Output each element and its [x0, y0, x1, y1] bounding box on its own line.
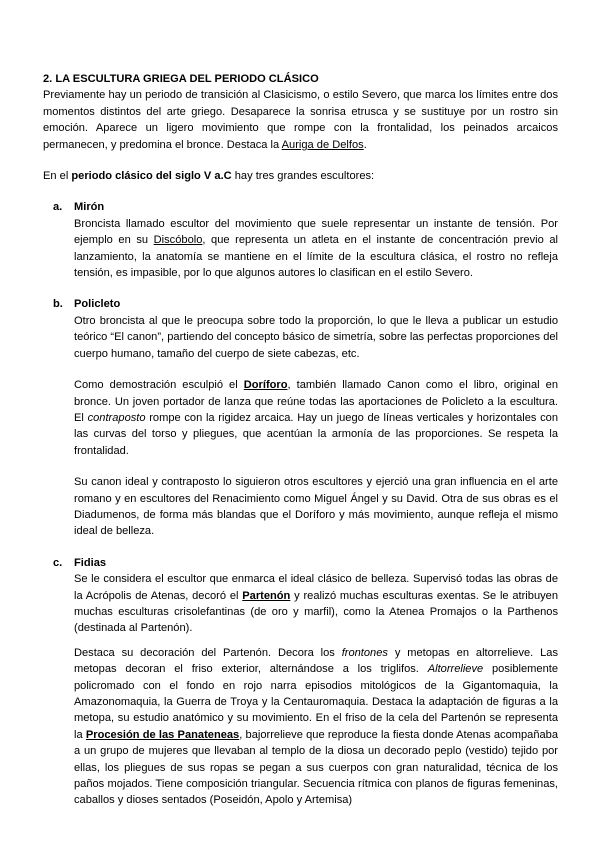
list-item-myron	[43, 199, 558, 281]
spacer	[43, 153, 558, 168]
panateneas-link[interactable]: Procesión de las Panateneas	[85, 728, 240, 741]
poly2-mid: , también llamado Canon como el libro, original en bronce. Un joven portador de lanza que reúne todas las aportaciones de Policleto a la escultura. El	[74, 379, 558, 424]
myron-paragraph	[74, 216, 558, 282]
list-marker: a.	[53, 201, 63, 214]
myron-text-2: , que representa un atleta en el instante de concentración previo al lanzamiento, la anatomía se mantiene en el límite de la escultura clásica, el rostro no refleja tensión, es impasible, por lo que algunos autores lo clasifican en el estilo Severo.	[74, 234, 558, 280]
phid2-altorrelieve: Altorrelieve	[427, 663, 484, 676]
polykleitos-paragraph-3: Su canon ideal y contraposto lo siguieron otros escultores y ejerció una gran influencia en el arte romano y en escultores del Renacimiento como Miguel Ángel y su David. Otra de sus obras es el Diadumenos, de forma más blandas que el Doríforo y más movimiento, aunque refleja el mismo ideal de belleza.	[74, 476, 558, 538]
list-item-polykleitos	[43, 296, 558, 539]
period-pre: En el	[43, 170, 72, 183]
myron-text-1: Broncista llamado escultor del movimiento que suele representar un instante de tensión. Por ejemplo en su	[74, 217, 558, 247]
intro-end: .	[363, 138, 367, 151]
phid2-c: posiblemente policromado con el fondo en rojo narra episodios mitológicos de la Gigantomaquia, la Amazonomaquia, la Guerra de Troya y la Centauromaquia. Destaca la adaptación de figuras a la metopa, su estudio anatómico y su movimiento. En el friso de la cela del Partenón se representa la	[74, 663, 559, 741]
partenon-link[interactable]: Partenón	[242, 589, 291, 602]
phid2-d: , bajorrelieve que reproduce la fiesta donde Atenas acompañaba a un grupo de mujeres que llevaban al templo de la diosa un decorado peplo (vestido) tejido por ellas, los pliegues de sus ropas se pegan a sus cuerpos con gran naturalidad, técnica de los paños mojados. Tiene composición triangular. Secuencia rítmica con planos de figuras femeninas, caballos y dioses sentados (Poseidón, Apolo y Artemisa)	[74, 728, 559, 807]
poly2-italic: contraposto	[87, 411, 146, 424]
intro-text: Previamente hay un periodo de transición al Clasicismo, o estilo Severo, que marca los límites entre dos momentos distintos del arte griego. Desaparece la sonrisa etrusca y se sustituye por un rostro sin emoción. Aparece un ligero movimiento que rompe con la frontalidad, los peinados arcaicos permanecen, y predomina el bronce. Destaca la	[43, 89, 558, 151]
spacer	[74, 459, 558, 474]
spacer	[74, 637, 558, 645]
list-marker: b.	[53, 298, 63, 311]
doriforo-link[interactable]: Doríforo	[243, 379, 288, 392]
list-item-phidias	[43, 555, 558, 809]
section-title: 2. LA ESCULTURA GRIEGA DEL PERIODO CLÁSICO	[43, 73, 319, 85]
myron-heading: Mirón	[74, 201, 105, 214]
period-post: hay tres grandes escultores:	[231, 170, 375, 183]
intro-paragraph	[43, 87, 558, 153]
discobolo-link[interactable]: Discóbolo	[153, 234, 203, 247]
polykleitos-heading: Policleto	[74, 298, 121, 311]
phidias-paragraph-1	[74, 571, 558, 637]
spacer	[43, 540, 558, 555]
spacer	[74, 362, 558, 377]
auriga-link[interactable]: Auriga de Delfos	[281, 138, 364, 151]
document-page	[43, 71, 558, 809]
period-line	[43, 168, 558, 184]
phid1-pre: Se le considera el escultor que enmarca el ideal clásico de belleza. Supervisó todas las obras de la Acrópolis de Atenas, decoró el	[74, 573, 558, 602]
poly2-end: rompe con la rigidez arcaica. Hay un juego de líneas verticales y horizontales con las curvas del torso y pliegues, que acentúan la armonía de las proporciones. Se respeta la frontalidad.	[74, 411, 558, 457]
phid2-a: Destaca su decoración del Partenón. Decora los	[74, 646, 342, 659]
polykleitos-paragraph-1: Otro broncista al que le preocupa sobre todo la proporción, lo que le lleva a publicar un estudio teórico “El canon”, partiendo del concepto básico de simetría, sobre las perfectas proporciones del cuerpo humano, tamaño del cuerpo de siete cabezas, etc.	[74, 314, 558, 360]
spacer	[43, 184, 558, 199]
phid1-post: y realizó muchas esculturas exentas. Se le atribuyen muchas esculturas crisolefantinas (de oro y marfil), como la Atenea Promajos o la Parthenos (destinada al Partenón).	[74, 589, 559, 635]
phid2-frontones: frontones	[341, 646, 388, 659]
phid2-b: y metopas en altorrelieve. Las metopas decoran el friso exterior, alternándose a los triglifos.	[74, 646, 559, 676]
list-marker: c.	[53, 556, 63, 569]
poly2-pre: Como demostración esculpió el	[74, 379, 244, 392]
spacer	[43, 281, 558, 296]
phidias-heading: Fidias	[74, 556, 107, 569]
phidias-paragraph-2	[74, 645, 558, 809]
polykleitos-paragraph-2	[74, 377, 558, 459]
period-bold: periodo clásico del siglo V a.C	[71, 170, 232, 183]
